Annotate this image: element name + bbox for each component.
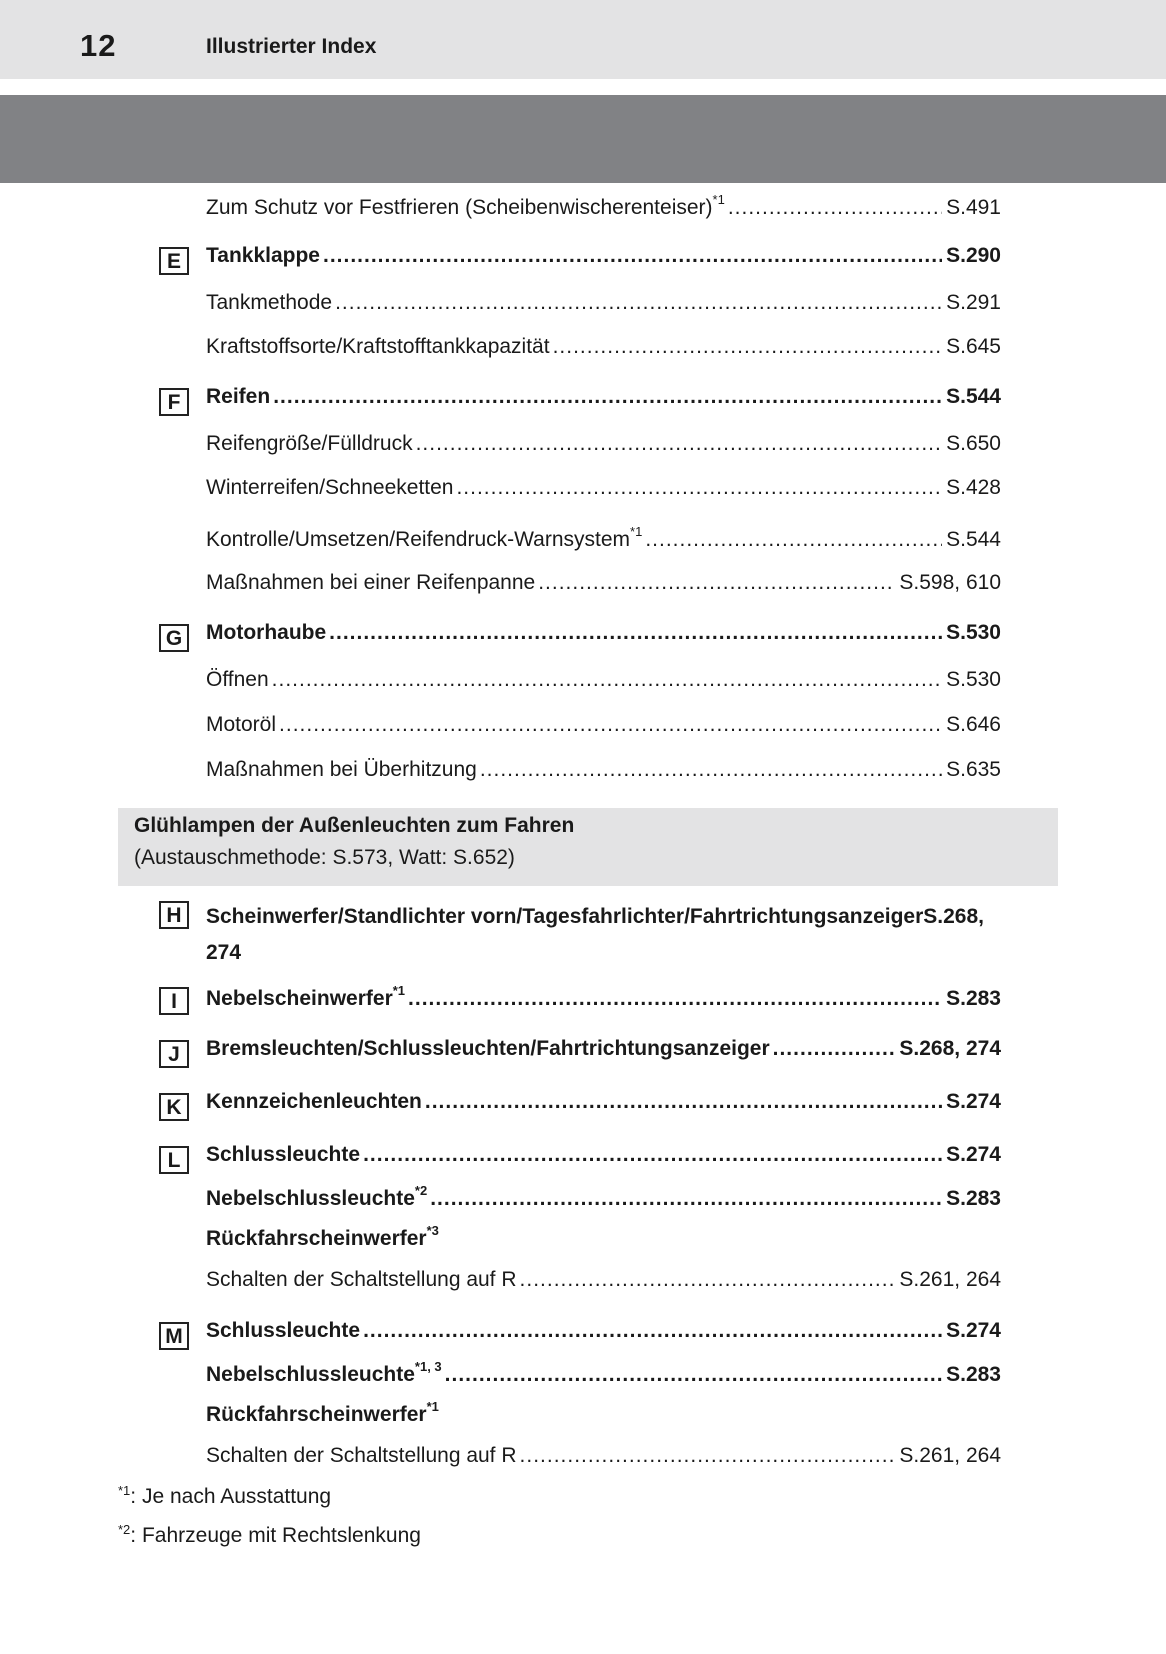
leader-dots xyxy=(445,1363,942,1387)
page-title: Illustrierter Index xyxy=(206,35,377,58)
entry-label: Maßnahmen bei Überhitzung xyxy=(206,758,477,781)
footnote-text: : Je nach Ausstattung xyxy=(130,1485,332,1508)
index-entry[interactable] xyxy=(206,758,1001,788)
callout-letter-i: I xyxy=(159,987,189,1015)
section-title: Glühlampen der Außenleuchten zum Fahren xyxy=(134,814,575,837)
entry-page: S.274 xyxy=(946,1319,1001,1342)
entry-label: Winterreifen/Schneeketten xyxy=(206,476,454,499)
leader-dots xyxy=(363,1319,942,1343)
index-heading-rueckfahrscheinwerfer-m xyxy=(206,1401,439,1427)
entry-label: Kraftstoffsorte/Kraftstofftankkapazität xyxy=(206,335,550,358)
entry-label: Schlussleuchte xyxy=(206,1143,361,1166)
callout-letter-m: M xyxy=(159,1322,189,1350)
entry-page: S.274 xyxy=(946,1090,1001,1113)
index-entry-kennzeichenleuchten[interactable] xyxy=(206,1090,1001,1120)
index-entry-reifen[interactable] xyxy=(206,385,1001,415)
entry-page: S.268, 274 xyxy=(899,1037,1001,1060)
index-entry[interactable] xyxy=(206,713,1001,743)
leader-dots xyxy=(272,668,942,692)
footnote-text: : Fahrzeuge mit Rechtslenkung xyxy=(130,1524,421,1547)
entry-page: S.598, 610 xyxy=(899,571,1001,594)
entry-label: Reifengröße/Fülldruck xyxy=(206,432,413,455)
leader-dots xyxy=(480,758,942,782)
entry-page: S.544 xyxy=(946,528,1001,551)
leader-dots xyxy=(363,1143,942,1167)
entry-label: Maßnahmen bei einer Reifenpanne xyxy=(206,571,536,594)
entry-label: Kontrolle/Umsetzen/Reifendruck-Warnsystem xyxy=(206,528,631,551)
footnote-ref: *1 xyxy=(392,983,406,998)
footnote-mark: *1 xyxy=(118,1483,131,1498)
entry-page: S.274 xyxy=(946,1143,1001,1166)
leader-dots xyxy=(430,1187,942,1211)
leader-dots xyxy=(645,528,942,552)
footnote-ref: *1 xyxy=(426,1399,439,1414)
entry-page: S.645 xyxy=(946,335,1001,358)
index-entry[interactable] xyxy=(206,526,1001,556)
entry-label: Nebelschlussleuchte xyxy=(206,1187,415,1210)
entry-page: S.491 xyxy=(946,196,1001,219)
entry-label: Motoröl xyxy=(206,713,277,736)
entry-page: S.290 xyxy=(946,244,1001,267)
index-entry-scheinwerfer[interactable] xyxy=(206,899,1036,971)
leader-dots xyxy=(273,385,942,409)
callout-letter-l: L xyxy=(159,1146,189,1174)
leader-dots xyxy=(728,196,942,220)
entry-label: Nebelschlussleuchte xyxy=(206,1363,415,1386)
leader-dots xyxy=(553,335,943,359)
entry-label: Rückfahrscheinwerfer xyxy=(206,1227,427,1250)
header-band xyxy=(0,0,1166,79)
leader-dots xyxy=(323,244,942,268)
entry-page: S.635 xyxy=(946,758,1001,781)
index-entry[interactable] xyxy=(206,1268,1001,1298)
entry-page: S.283 xyxy=(946,1363,1001,1386)
entry-label: Tankmethode xyxy=(206,291,333,314)
entry-page: S.291 xyxy=(946,291,1001,314)
index-entry-motorhaube[interactable] xyxy=(206,621,1001,651)
leader-dots xyxy=(408,987,942,1011)
index-entry[interactable] xyxy=(206,194,1001,224)
leader-dots xyxy=(773,1037,896,1061)
entry-label: Reifen xyxy=(206,385,271,408)
leader-dots xyxy=(329,621,942,645)
entry-page: S.428 xyxy=(946,476,1001,499)
entry-page: S.268, xyxy=(923,905,984,928)
leader-dots xyxy=(538,571,895,595)
footnote-ref: *1 xyxy=(630,524,643,539)
index-entry[interactable] xyxy=(206,432,1001,462)
footnote-ref: *1, 3 xyxy=(414,1359,442,1374)
index-entry-nebelscheinwerfer[interactable] xyxy=(206,985,1001,1015)
entry-label: Öffnen xyxy=(206,668,269,691)
index-entry-tankklappe[interactable] xyxy=(206,244,1001,274)
section-subtitle: (Austauschmethode: S.573, Watt: S.652) xyxy=(134,846,515,869)
leader-dots xyxy=(416,432,943,456)
entry-label: Kennzeichenleuchten xyxy=(206,1090,422,1113)
entry-page: S.544 xyxy=(946,385,1001,408)
entry-label: Schalten der Schaltstellung auf R xyxy=(206,1268,517,1291)
callout-letter-h: H xyxy=(159,901,189,929)
entry-label: Scheinwerfer/Standlichter vorn/Tagesfahrlichter/Fahrtrichtungsanzeiger xyxy=(206,905,924,928)
footnote-ref: *3 xyxy=(426,1223,439,1238)
index-entry-nebelschlussleuchte-m[interactable] xyxy=(206,1361,1001,1391)
footnote-ref: *2 xyxy=(414,1183,428,1198)
entry-label: Bremsleuchten/Schlussleuchten/Fahrtrichtungsanzeiger xyxy=(206,1037,770,1060)
leader-dots xyxy=(425,1090,942,1114)
entry-page: S.261, 264 xyxy=(899,1268,1001,1291)
index-entry-schlussleuchte-m[interactable] xyxy=(206,1319,1001,1349)
entry-page: S.530 xyxy=(946,668,1001,691)
entry-label: Schlussleuchte xyxy=(206,1319,361,1342)
index-entry[interactable] xyxy=(206,335,1001,365)
footnote-ref: *1 xyxy=(712,192,725,207)
index-entry[interactable] xyxy=(206,571,1001,601)
footnote-2 xyxy=(118,1522,421,1548)
entry-label: Tankklappe xyxy=(206,244,320,267)
index-heading-rueckfahrscheinwerfer xyxy=(206,1225,439,1251)
index-entry-bremsleuchten[interactable] xyxy=(206,1037,1001,1067)
leader-dots xyxy=(279,713,942,737)
callout-letter-g: G xyxy=(159,624,189,652)
index-entry[interactable] xyxy=(206,476,1001,506)
callout-letter-j: J xyxy=(159,1040,189,1068)
entry-label: Nebelscheinwerfer xyxy=(206,987,393,1010)
entry-page: S.283 xyxy=(946,1187,1001,1210)
leader-dots xyxy=(520,1444,896,1468)
entry-label: Schalten der Schaltstellung auf R xyxy=(206,1444,517,1467)
entry-label: Motorhaube xyxy=(206,621,327,644)
entry-page-continued: 274 xyxy=(206,941,242,964)
footnote-mark: *2 xyxy=(118,1522,131,1537)
illustration-bar xyxy=(0,95,1166,183)
entry-page: S.530 xyxy=(946,621,1001,644)
entry-page: S.646 xyxy=(946,713,1001,736)
entry-label: Zum Schutz vor Festfrieren (Scheibenwischerenteiser) xyxy=(206,196,713,219)
entry-label: Rückfahrscheinwerfer xyxy=(206,1403,427,1426)
entry-page: S.283 xyxy=(946,987,1001,1010)
callout-letter-k: K xyxy=(159,1093,189,1121)
leader-dots xyxy=(520,1268,896,1292)
page-number: 12 xyxy=(80,28,117,63)
leader-dots xyxy=(456,476,942,500)
callout-letter-f: F xyxy=(159,388,189,416)
footnote-1 xyxy=(118,1483,331,1509)
leader-dots xyxy=(335,291,942,315)
index-entry-nebelschlussleuchte[interactable] xyxy=(206,1185,1001,1215)
entry-page: S.261, 264 xyxy=(899,1444,1001,1467)
index-entry[interactable] xyxy=(206,1444,1001,1474)
index-entry[interactable] xyxy=(206,291,1001,321)
index-entry[interactable] xyxy=(206,668,1001,698)
callout-letter-e: E xyxy=(159,247,189,275)
index-entry-schlussleuchte[interactable] xyxy=(206,1143,1001,1173)
entry-page: S.650 xyxy=(946,432,1001,455)
